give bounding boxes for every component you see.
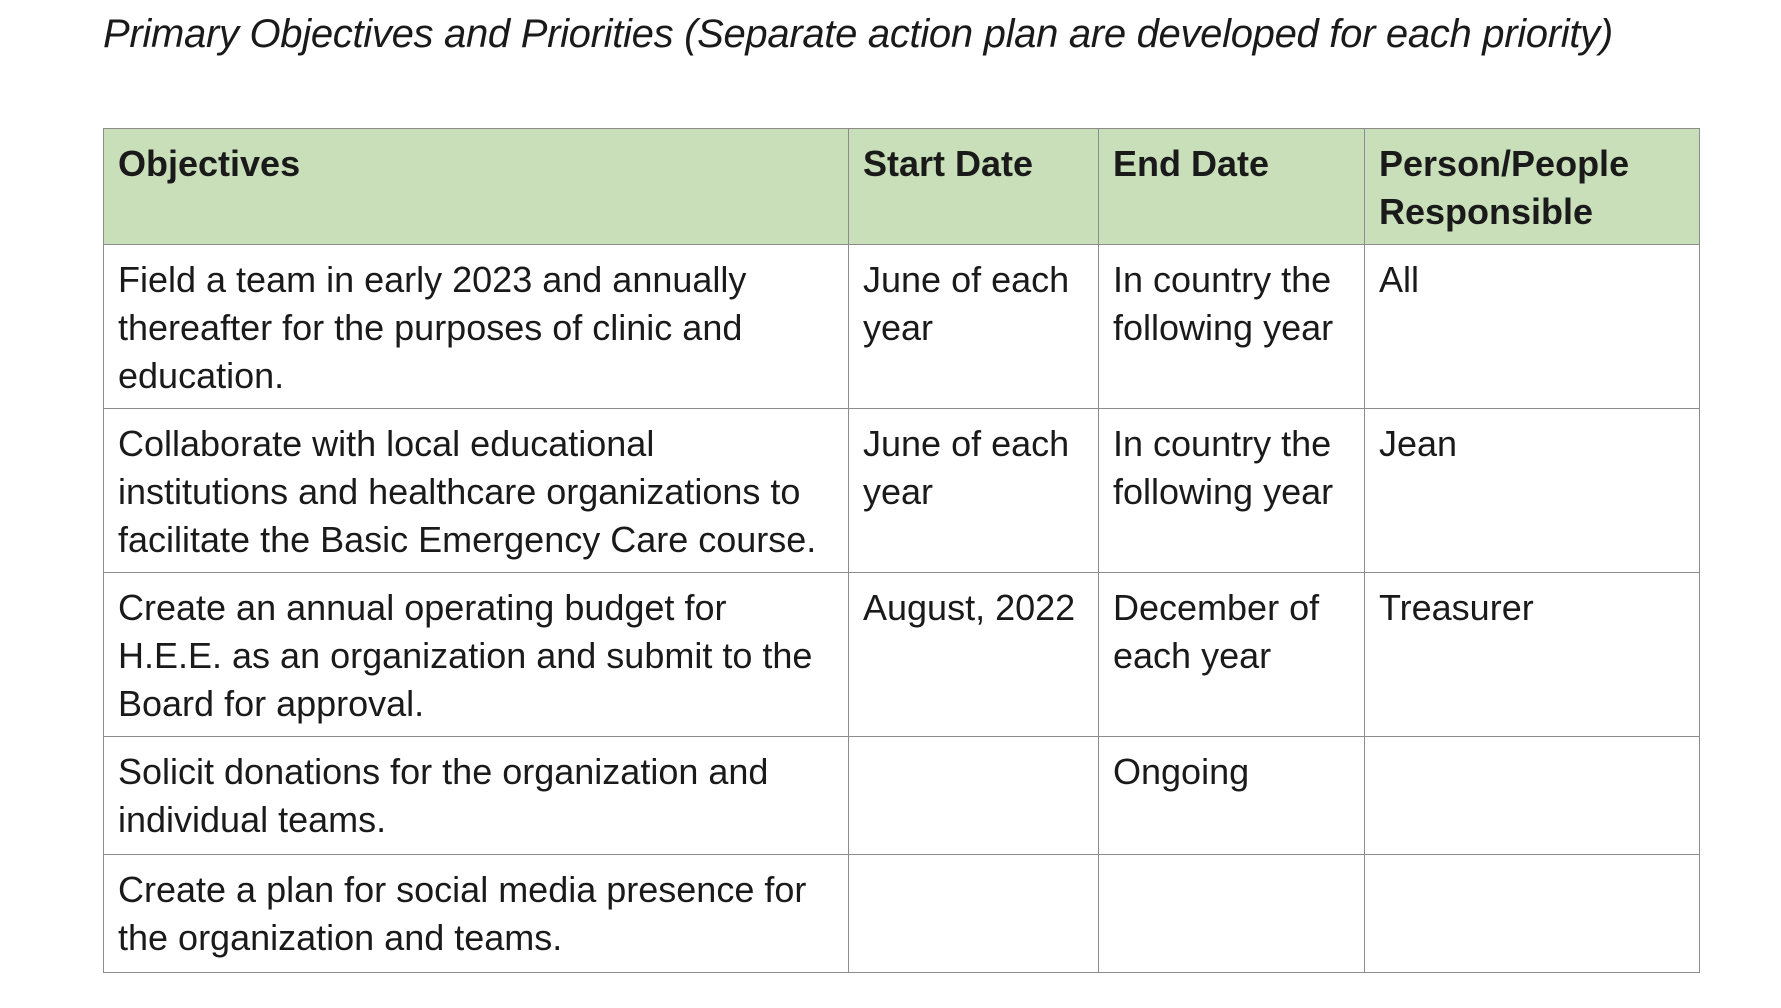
- cell-objective: Create an annual operating budget for H.E.E. as an organization and submit to the Board for approval.: [104, 573, 849, 737]
- cell-end-date: In country the following year: [1099, 245, 1365, 409]
- cell-objective: Collaborate with local educational institutions and healthcare organizations to facilitate the Basic Emergency Care course.: [104, 409, 849, 573]
- cell-start-date: [849, 737, 1099, 855]
- header-end-date: End Date: [1099, 129, 1365, 245]
- table-row: [104, 245, 1700, 409]
- cell-responsible: [1365, 737, 1700, 855]
- document-title: Primary Objectives and Priorities (Separate action plan are developed for each priority): [103, 12, 1613, 56]
- cell-responsible: Jean: [1365, 409, 1700, 573]
- header-responsible: Person/People Responsible: [1365, 129, 1700, 245]
- table-row: [104, 409, 1700, 573]
- cell-start-date: August, 2022: [849, 573, 1099, 737]
- table-row: [104, 573, 1700, 737]
- table-header-row: [104, 129, 1700, 245]
- cell-objective: Solicit donations for the organization and individual teams.: [104, 737, 849, 855]
- cell-start-date: [849, 855, 1099, 973]
- cell-objective: Create a plan for social media presence for the organization and teams.: [104, 855, 849, 973]
- cell-responsible: All: [1365, 245, 1700, 409]
- cell-end-date: December of each year: [1099, 573, 1365, 737]
- cell-start-date: June of each year: [849, 409, 1099, 573]
- table-row: [104, 737, 1700, 855]
- header-objectives: Objectives: [104, 129, 849, 245]
- objectives-table: [103, 128, 1700, 973]
- cell-start-date: June of each year: [849, 245, 1099, 409]
- cell-end-date: Ongoing: [1099, 737, 1365, 855]
- cell-responsible: Treasurer: [1365, 573, 1700, 737]
- header-start-date: Start Date: [849, 129, 1099, 245]
- cell-responsible: [1365, 855, 1700, 973]
- table-row: [104, 855, 1700, 973]
- cell-end-date: In country the following year: [1099, 409, 1365, 573]
- cell-objective: Field a team in early 2023 and annually thereafter for the purposes of clinic and education.: [104, 245, 849, 409]
- cell-end-date: [1099, 855, 1365, 973]
